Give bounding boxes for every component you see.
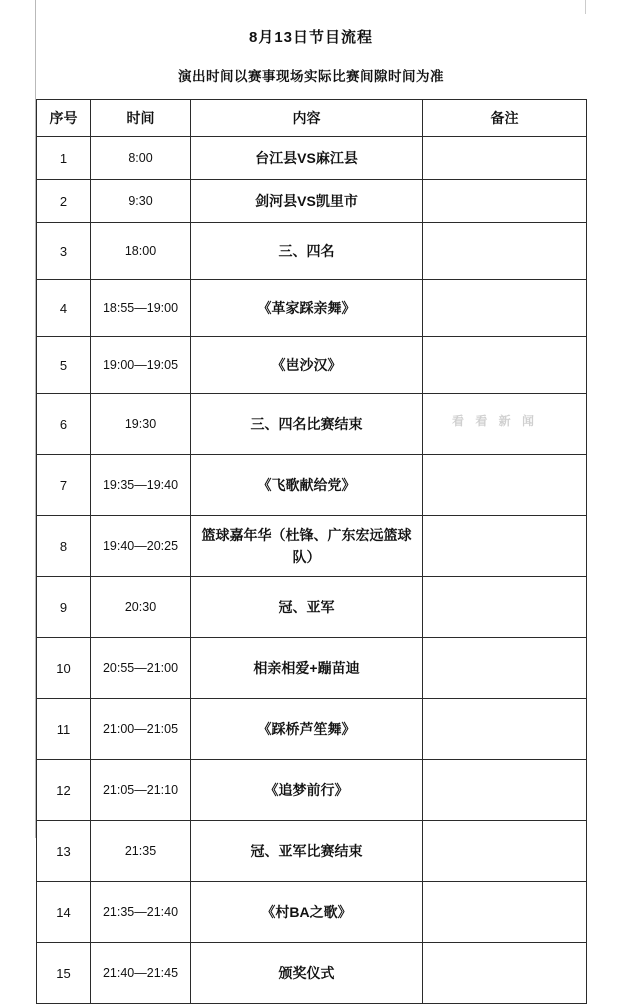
table-row bbox=[37, 699, 587, 760]
page-subtitle: 演出时间以赛事现场实际比赛间隙时间为准 bbox=[178, 69, 444, 84]
column-header-index: 序号 bbox=[37, 100, 91, 137]
cell-remark bbox=[423, 882, 587, 943]
cell-remark bbox=[423, 180, 587, 223]
cell-index: 11 bbox=[37, 699, 91, 760]
table-row bbox=[37, 760, 587, 821]
table-row bbox=[37, 577, 587, 638]
cell-index: 3 bbox=[37, 223, 91, 280]
cell-content: 《追梦前行》 bbox=[191, 760, 423, 821]
table-row bbox=[37, 455, 587, 516]
cell-index: 1 bbox=[37, 137, 91, 180]
cell-index: 5 bbox=[37, 337, 91, 394]
cell-content: 相亲相爱+蹦苗迪 bbox=[191, 638, 423, 699]
cell-time: 9:30 bbox=[91, 180, 191, 223]
cell-time: 21:35—21:40 bbox=[91, 882, 191, 943]
cell-time: 19:40—20:25 bbox=[91, 516, 191, 577]
cell-time: 21:40—21:45 bbox=[91, 943, 191, 1004]
schedule-table bbox=[36, 99, 587, 1004]
cell-remark bbox=[423, 337, 587, 394]
cell-content: 《飞歌献给党》 bbox=[191, 455, 423, 516]
watermark: 看 看 新 闻 bbox=[452, 414, 539, 428]
cell-time: 19:35—19:40 bbox=[91, 455, 191, 516]
table-row bbox=[37, 180, 587, 223]
cell-index: 15 bbox=[37, 943, 91, 1004]
cell-remark bbox=[423, 699, 587, 760]
cell-remark bbox=[423, 760, 587, 821]
cell-remark bbox=[423, 223, 587, 280]
cell-index: 4 bbox=[37, 280, 91, 337]
cell-remark bbox=[423, 394, 587, 455]
cell-index: 10 bbox=[37, 638, 91, 699]
cell-remark bbox=[423, 638, 587, 699]
cell-content: 剑河县VS凯里市 bbox=[191, 180, 423, 223]
cell-content: 三、四名比赛结束 bbox=[191, 394, 423, 455]
table-row bbox=[37, 280, 587, 337]
cell-time: 18:55—19:00 bbox=[91, 280, 191, 337]
table-row bbox=[37, 882, 587, 943]
cell-time: 20:55—21:00 bbox=[91, 638, 191, 699]
table-row bbox=[37, 516, 587, 577]
table-row bbox=[37, 394, 587, 455]
cell-content: 台江县VS麻江县 bbox=[191, 137, 423, 180]
cell-time: 8:00 bbox=[91, 137, 191, 180]
cell-content: 冠、亚军 bbox=[191, 577, 423, 638]
cell-time: 20:30 bbox=[91, 577, 191, 638]
cell-index: 6 bbox=[37, 394, 91, 455]
cell-remark bbox=[423, 455, 587, 516]
cell-remark bbox=[423, 280, 587, 337]
cell-index: 2 bbox=[37, 180, 91, 223]
table-row bbox=[37, 337, 587, 394]
cell-remark bbox=[423, 943, 587, 1004]
table-row bbox=[37, 638, 587, 699]
cell-remark bbox=[423, 137, 587, 180]
table-header bbox=[37, 100, 587, 137]
table-row bbox=[37, 821, 587, 882]
cell-index: 13 bbox=[37, 821, 91, 882]
table-header-row bbox=[37, 100, 587, 137]
cell-index: 7 bbox=[37, 455, 91, 516]
cell-index: 8 bbox=[37, 516, 91, 577]
cell-time: 19:30 bbox=[91, 394, 191, 455]
table-body bbox=[37, 137, 587, 1004]
table-row bbox=[37, 137, 587, 180]
document-body bbox=[36, 0, 586, 1004]
cell-content: 《岜沙汉》 bbox=[191, 337, 423, 394]
column-header-content: 内容 bbox=[191, 100, 423, 137]
cell-content: 冠、亚军比赛结束 bbox=[191, 821, 423, 882]
cell-index: 14 bbox=[37, 882, 91, 943]
cell-time: 21:35 bbox=[91, 821, 191, 882]
table-row bbox=[37, 943, 587, 1004]
cell-time: 21:00—21:05 bbox=[91, 699, 191, 760]
cell-content: 三、四名 bbox=[191, 223, 423, 280]
cell-content: 《踩桥芦笙舞》 bbox=[191, 699, 423, 760]
cell-content: 《村BA之歌》 bbox=[191, 882, 423, 943]
column-header-time: 时间 bbox=[91, 100, 191, 137]
cell-remark bbox=[423, 821, 587, 882]
cell-content: 颁奖仪式 bbox=[191, 943, 423, 1004]
table-row bbox=[37, 223, 587, 280]
cell-content: 《革家踩亲舞》 bbox=[191, 280, 423, 337]
cell-index: 9 bbox=[37, 577, 91, 638]
cell-index: 12 bbox=[37, 760, 91, 821]
cell-time: 18:00 bbox=[91, 223, 191, 280]
page-title: 8月13日节目流程 bbox=[248, 29, 374, 46]
column-header-remark: 备注 bbox=[423, 100, 587, 137]
cell-content: 篮球嘉年华（杜锋、广东宏远篮球队） bbox=[191, 516, 423, 577]
cell-remark bbox=[423, 516, 587, 577]
cell-time: 21:05—21:10 bbox=[91, 760, 191, 821]
cell-time: 19:00—19:05 bbox=[91, 337, 191, 394]
cell-remark bbox=[423, 577, 587, 638]
